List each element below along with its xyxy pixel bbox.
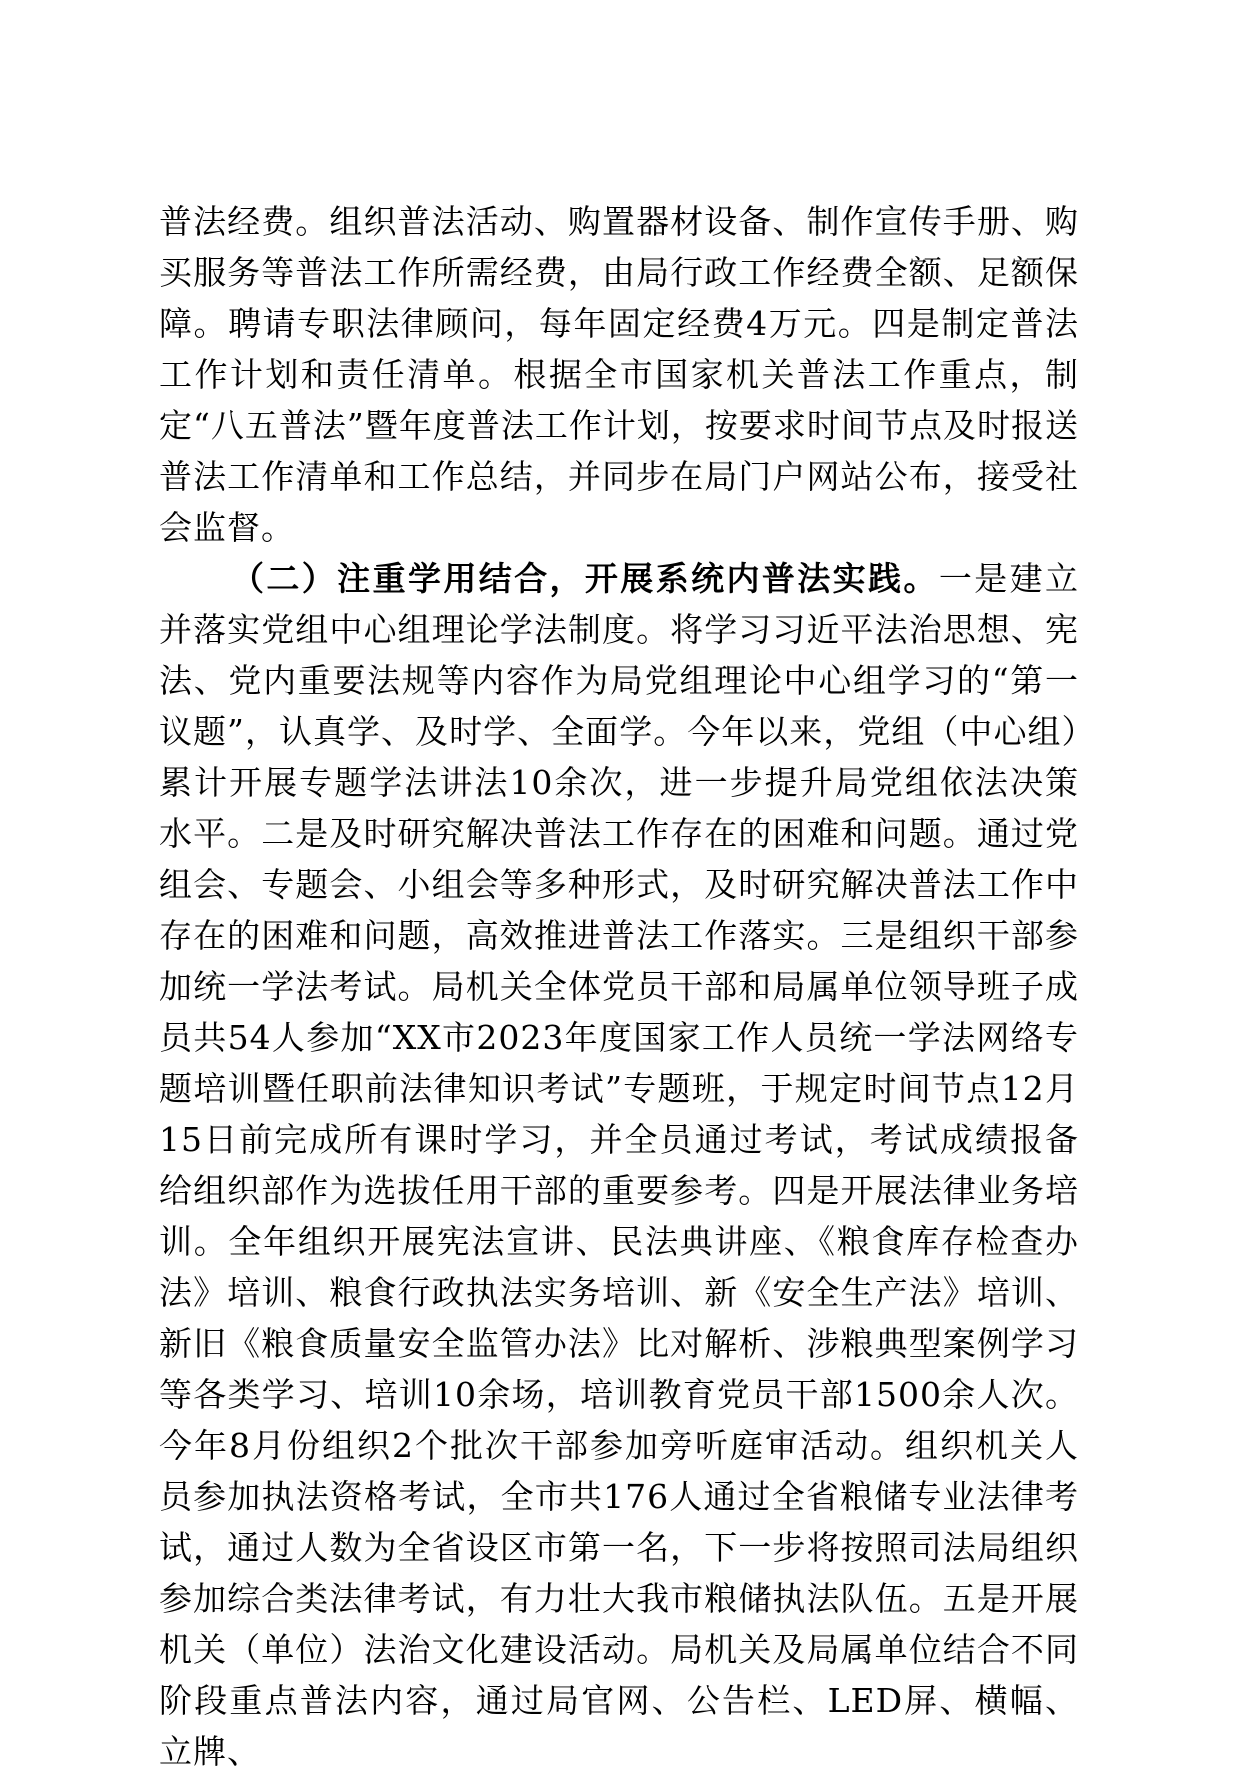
paragraph-text: 普法经费。组织普法活动、购置器材设备、制作宣传手册、购买服务等普法工作所需经费，由局行政工作经费全额、足额保障。聘请专职法律顾问，每年固定经费4万元。四是制定普法工作计划和责任清单。根据全市国家机关普法工作重点，制定“八五普法”暨年度普法工作计划，按要求时间节点及时报送普法工作清单和工作总结，并同步在局门户网站公布，接受社会监督。 (159, 202, 1079, 547)
document-body (159, 196, 1079, 1777)
paragraph-text: 一是建立并落实党组中心组理论学法制度。将学习习近平法治思想、宪法、党内重要法规等内容作为局党组理论中心组学习的“第一议题”，认真学、及时学、全面学。今年以来，党组（中心组）累计开展专题学法讲法10余次，进一步提升局党组依法决策水平。二是及时研究解决普法工作存在的困难和问题。通过党组会、专题会、小组会等多种形式，及时研究解决普法工作中存在的困难和问题，高效推进普法工作落实。三是组织干部参加统一学法考试。局机关全体党员干部和局属单位领导班子成员共54人参加“XX市2023年度国家工作人员统一学法网络专题培训暨任职前法律知识考试”专题班，于规定时间节点12月15日前完成所有课时学习，并全员通过考试，考试成绩报备给组织部作为选拔任用干部的重要参考。四是开展法律业务培训。全年组织开展宪法宣讲、民法典讲座、《粮食库存检查办法》培训、粮食行政执法实务培训、新《安全生产法》培训、新旧《粮食质量安全监管办法》比对解析、涉粮典型案例学习等各类学习、培训10余场，培训教育党员干部1500余人次。今年8月份组织2个批次干部参加旁听庭审活动。组织机关人员参加执法资格考试，全市共176人通过全省粮储专业法律考试，通过人数为全省设区市第一名，下一步将按照司法局组织参加综合类法律考试，有力壮大我市粮储执法队伍。五是开展机关（单位）法治文化建设活动。局机关及局属单位结合不同阶段重点普法内容，通过局官网、公告栏、LED屏、横幅、立牌、 (159, 559, 1080, 1771)
paragraph-section-two (159, 553, 1079, 1777)
section-heading: （二）注重学用结合，开展系统内普法实践。 (231, 559, 939, 598)
paragraph-funding (159, 196, 1079, 553)
